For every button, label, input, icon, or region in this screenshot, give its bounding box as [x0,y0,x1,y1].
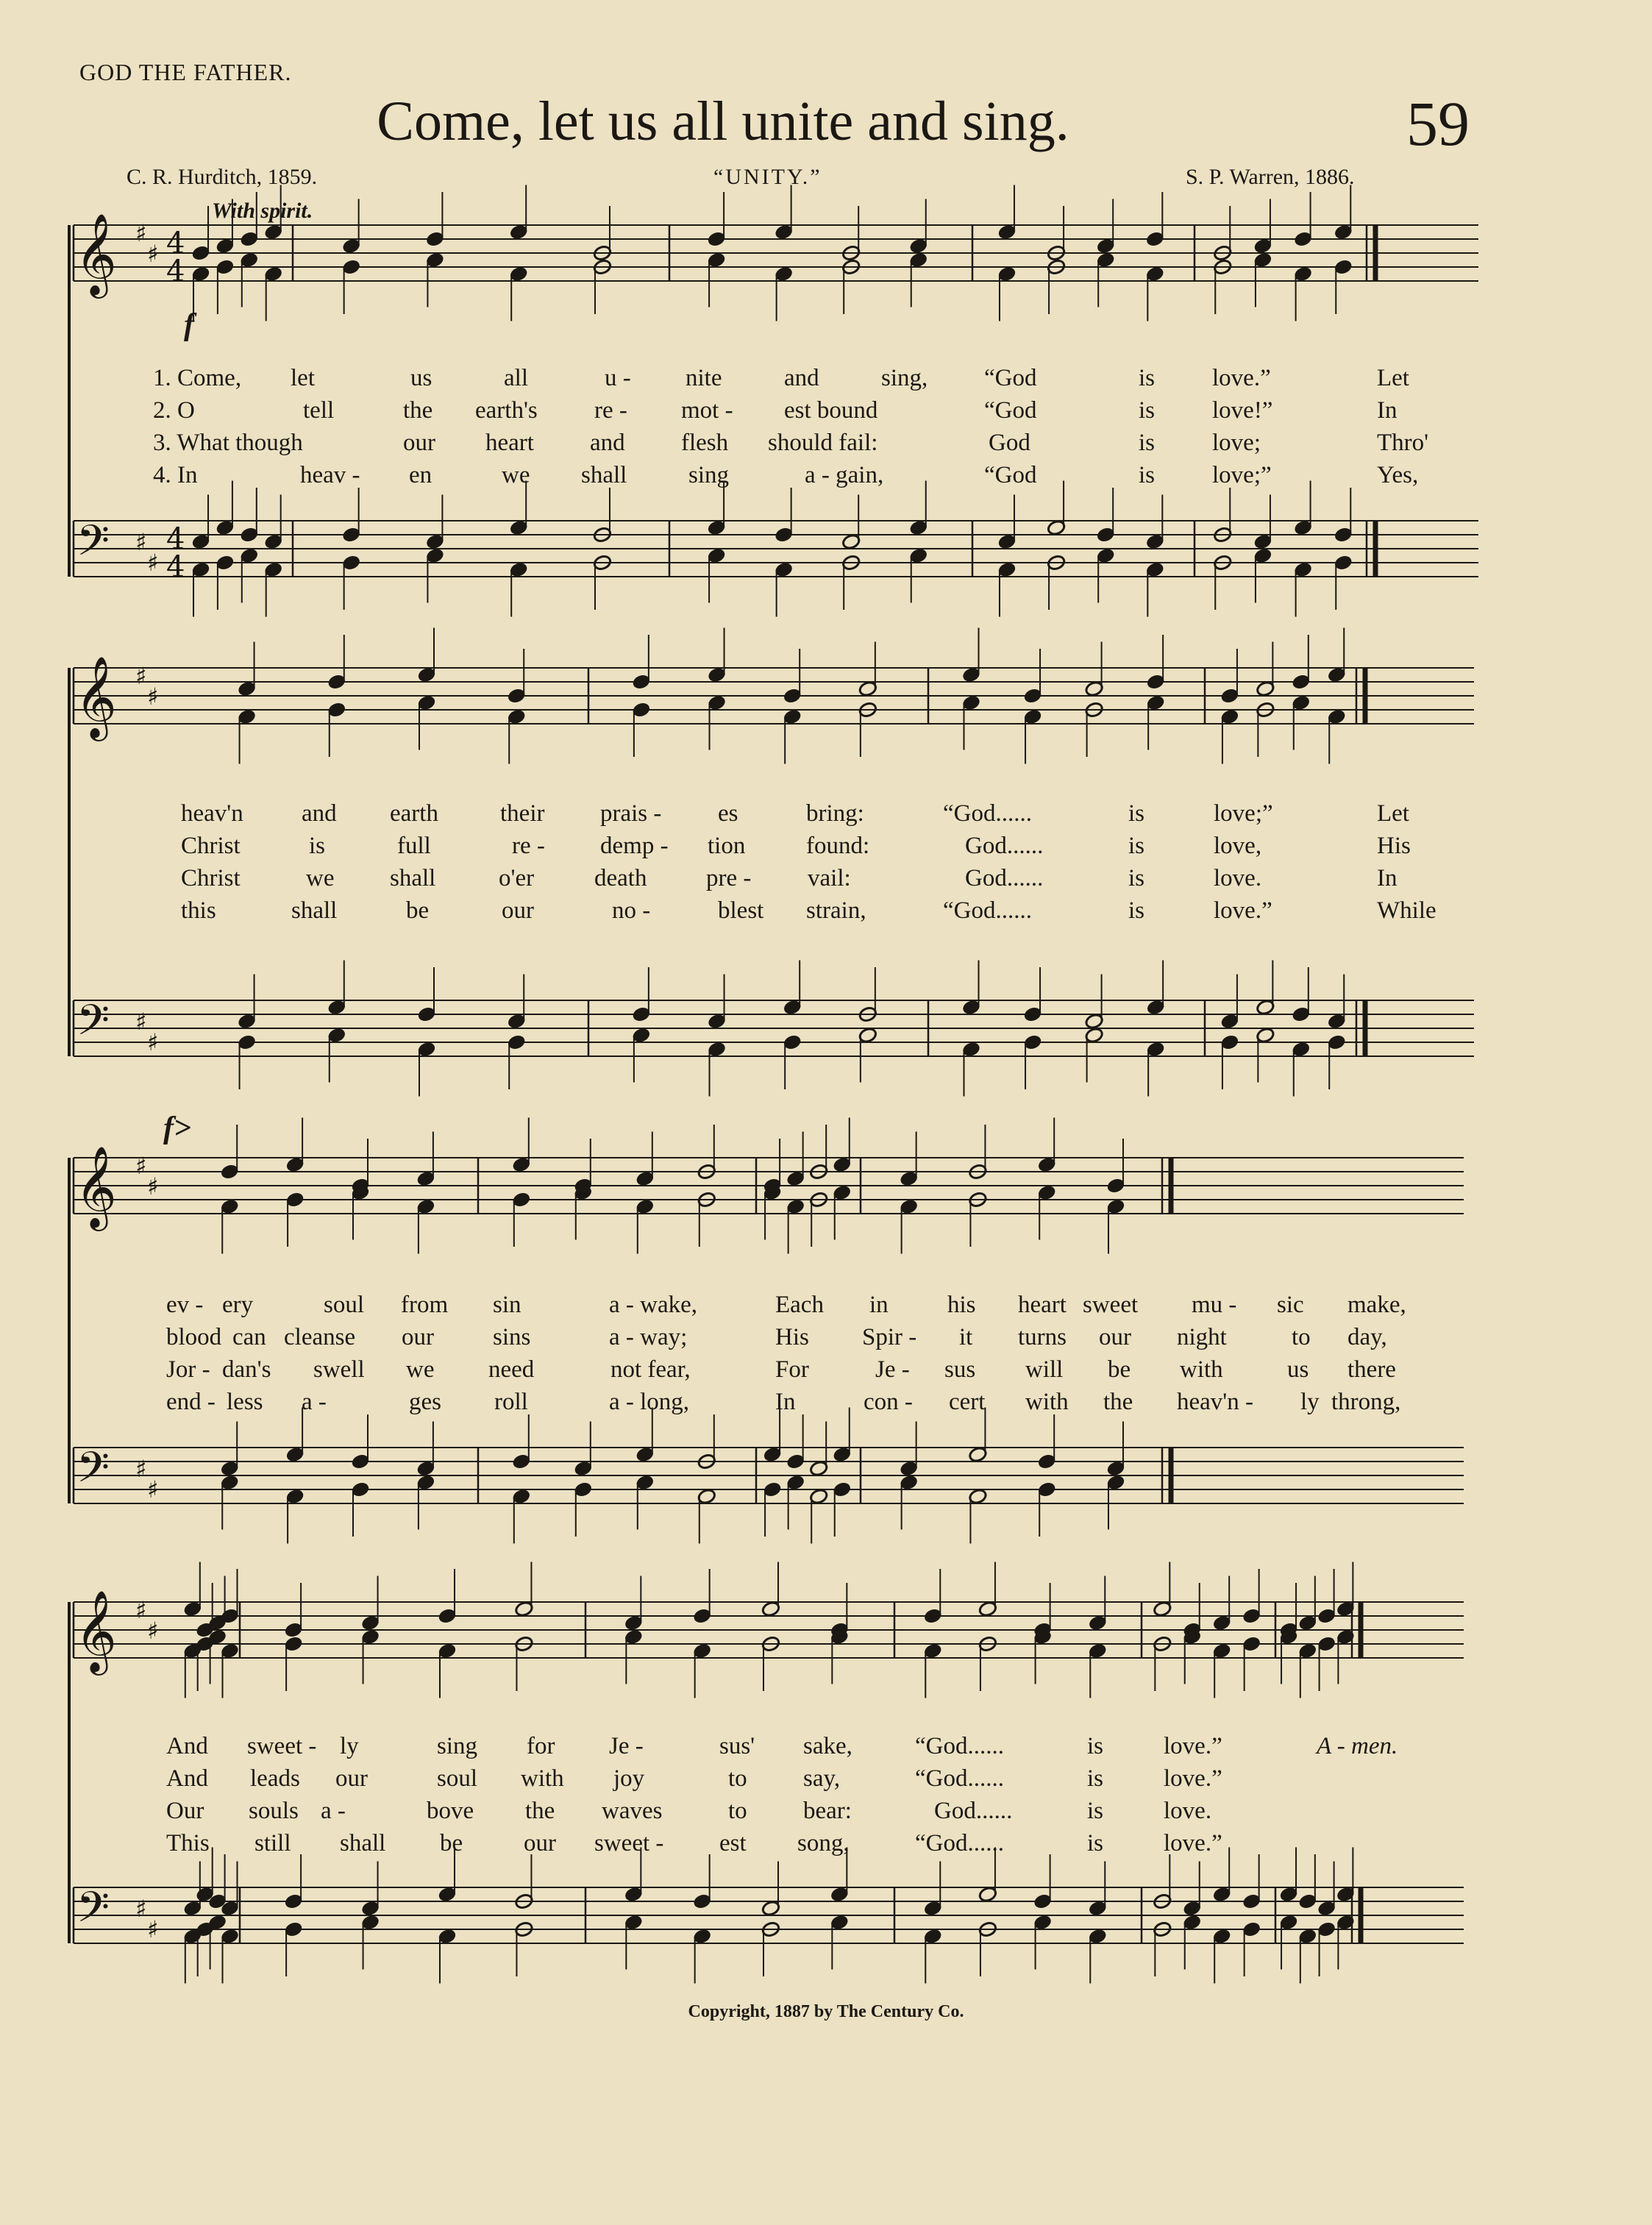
syllable: While [1377,897,1436,924]
syllable: “God...... [915,1733,1004,1759]
syllable: est bound [784,397,878,424]
syllable: ges [409,1389,441,1415]
syllable: soul [437,1765,478,1792]
syllable: mot - [681,397,733,424]
syllable: cert [949,1389,986,1415]
syllable: His [1377,833,1411,859]
syllable: Let [1377,800,1409,827]
syllable: God [989,430,1030,456]
syllable: tion [708,833,746,859]
syllable: re - [512,833,545,859]
syllable: ery [222,1292,254,1318]
syllable: is [1139,397,1156,424]
syllable: is [1139,430,1156,456]
composer-credit: S. P. Warren, 1886. [1186,165,1355,189]
syllable: the [525,1798,555,1824]
key-signature-sharp: ♯ [135,219,147,247]
syllable: Yes, [1377,462,1419,488]
syllable: 4. In [153,462,198,488]
key-signature-sharp: ♯ [135,1596,147,1624]
syllable: be [1108,1356,1131,1383]
verse-line [0,430,1652,462]
syllable: throng, [1331,1389,1401,1415]
key-signature-sharp: ♯ [147,240,159,268]
syllable: let [291,365,315,391]
syllable: Christ [181,833,241,859]
syllable: this [181,897,216,924]
syllable: not fear, [610,1356,691,1383]
syllable: heart [485,430,534,456]
hymn-title: Come, let us all unite and sing. [377,90,1069,152]
syllable: For [775,1356,809,1383]
syllable: 2. O [153,397,195,424]
syllable: is [1087,1765,1104,1792]
syllable: “God...... [943,800,1032,827]
syllable: Our [166,1798,204,1824]
syllable: 3. What though [153,430,303,456]
syllable: will [1025,1356,1064,1383]
syllable: joy [613,1765,645,1792]
syllable: sin [493,1292,521,1318]
syllable: we [502,462,530,488]
syllable: souls [249,1798,299,1824]
syllable: a - way; [609,1324,688,1350]
verse-line [0,1389,1652,1421]
syllable: leads [250,1765,300,1792]
syllable: love, [1214,833,1262,859]
syllable: Thro' [1377,430,1429,456]
syllable: sake, [803,1733,852,1759]
syllable: shall [291,897,338,924]
verse-line [0,1830,1652,1862]
key-signature-sharp: ♯ [147,1915,159,1943]
syllable: blest [718,897,764,924]
syllable: is [1139,365,1156,391]
syllable: is [1087,1830,1104,1856]
syllable: can [232,1324,266,1350]
verse-line [0,365,1652,397]
syllable: earth's [475,397,538,424]
syllable: est [719,1830,747,1856]
syllable: our [335,1765,368,1792]
syllable: is [309,833,326,859]
syllable: in [869,1292,889,1318]
dynamic-forte-3: f> [163,1111,191,1145]
syllable: a - gain, [805,462,884,488]
syllable: mu - [1192,1292,1237,1318]
key-signature-sharp: ♯ [135,1455,147,1483]
tempo-marking: With spirit. [212,199,313,223]
syllable: nite [686,365,722,391]
syllable: need [488,1356,535,1383]
dynamic-forte-1: f [184,308,194,342]
syllable: ly [340,1733,359,1759]
time-signature: 4 [166,254,185,288]
syllable: with [1025,1389,1069,1415]
syllable: “God [984,397,1037,424]
syllable: full [397,833,431,859]
bass-clef: 𝄢 [76,516,110,576]
bass-clef: 𝄢 [76,995,110,1055]
syllable: heav'n - [1177,1389,1253,1415]
syllable: should fail: [768,430,878,456]
syllable: we [306,865,335,891]
verse-line [0,897,1652,930]
syllable: love.” [1164,1765,1222,1792]
syllable: God...... [965,833,1044,859]
syllable: Je - [609,1733,644,1759]
syllable: and [784,365,819,391]
syllable: Jor - [166,1356,210,1383]
syllable: love;” [1214,800,1273,827]
treble-clef: 𝄞 [75,1589,117,1672]
syllable: still [254,1830,291,1856]
syllable: roll [494,1389,528,1415]
verse-line [0,865,1652,897]
syllable: for [527,1733,555,1759]
key-signature-sharp: ♯ [147,683,159,711]
syllable: love!” [1212,397,1273,424]
syllable: prais - [600,800,662,827]
syllable: less [227,1389,263,1415]
syllable: love.” [1214,897,1272,924]
syllable: love; [1212,430,1261,456]
syllable: night [1177,1324,1227,1350]
syllable: a - long, [609,1389,690,1415]
syllable: heav - [300,462,360,488]
syllable: “God...... [943,897,1032,924]
key-signature-sharp: ♯ [147,1617,159,1645]
syllable: Christ [181,865,241,891]
key-signature-sharp: ♯ [147,1028,159,1056]
syllable: our [524,1830,556,1856]
syllable: “God...... [915,1830,1004,1856]
syllable: sus [944,1356,976,1383]
key-signature-sharp: ♯ [135,528,147,556]
bass-clef: 𝄢 [76,1882,110,1943]
syllable: all [504,365,528,391]
hymn-number: 59 [1406,88,1470,159]
syllable: us [410,365,432,391]
section-heading: GOD THE FATHER. [79,59,292,85]
key-signature-sharp: ♯ [135,1895,147,1923]
verse-line [0,1733,1652,1765]
syllable: is [1087,1733,1104,1759]
verse-line [0,800,1652,833]
syllable: shall [340,1830,386,1856]
syllable: from [401,1292,449,1318]
syllable: sic [1277,1292,1304,1318]
syllable: heav'n [181,800,243,827]
syllable: u - [605,365,631,391]
syllable: “God...... [915,1765,1004,1792]
syllable: In [1377,397,1398,424]
syllable: it [959,1324,973,1350]
syllable: And [166,1765,208,1792]
syllable: earth [390,800,438,827]
syllable: God...... [934,1798,1013,1824]
syllable: pre - [706,865,752,891]
verse-line [0,397,1652,430]
syllable: be [440,1830,463,1856]
syllable: God...... [965,865,1044,891]
syllable: a - [302,1389,327,1415]
syllable: no - [612,897,651,924]
syllable: sus' [719,1733,755,1759]
syllable: In [775,1389,796,1415]
syllable: make, [1347,1292,1406,1318]
syllable: In [1377,865,1398,891]
syllable: sing, [881,365,928,391]
verse-line [0,1324,1652,1356]
syllable: a - wake, [609,1292,698,1318]
syllable: sweet - [247,1733,317,1759]
syllable: waves [602,1798,663,1824]
syllable: death [594,865,647,891]
syllable: our [502,897,534,924]
syllable: “God [984,365,1037,391]
syllable: sweet - [594,1830,664,1856]
copyright-notice: Copyright, 1887 by The Century Co. [688,2002,964,2021]
key-signature-sharp: ♯ [147,1475,159,1503]
syllable: blood [166,1324,222,1350]
syllable: 1. Come, [153,365,242,391]
syllable: o'er [499,865,535,891]
syllable: love. [1164,1798,1212,1824]
syllable: day, [1347,1324,1387,1350]
treble-clef: 𝄞 [75,1145,117,1228]
syllable: ly [1300,1389,1320,1415]
syllable: love;” [1212,462,1272,488]
syllable: our [1099,1324,1131,1350]
syllable: a - [321,1798,346,1824]
syllable: es [718,800,738,827]
syllable: swell [313,1356,365,1383]
syllable: found: [806,833,870,859]
verse-line [0,1765,1652,1798]
syllable: ev - [166,1292,204,1318]
syllable: Spir - [862,1324,917,1350]
syllable: sing [437,1733,478,1759]
syllable: sins [493,1324,531,1350]
syllable: there [1347,1356,1396,1383]
syllable: is [1128,800,1145,827]
verse-line [0,833,1652,865]
syllable: song, [797,1830,850,1856]
syllable: with [1180,1356,1223,1383]
syllable: strain, [806,897,866,924]
syllable: is [1139,462,1156,488]
syllable: A - men. [1317,1733,1398,1759]
syllable: “God [984,462,1037,488]
syllable: And [166,1733,208,1759]
key-signature-sharp: ♯ [147,549,159,577]
syllable: us [1287,1356,1309,1383]
syllable: shall [581,462,627,488]
syllable: is [1128,865,1145,891]
syllable: love.” [1164,1830,1222,1856]
key-signature-sharp: ♯ [135,1008,147,1036]
syllable: is [1128,897,1145,924]
syllable: their [500,800,545,827]
syllable: cleanse [284,1324,356,1350]
syllable: con - [864,1389,913,1415]
syllable: end - [166,1389,216,1415]
treble-clef: 𝄞 [75,655,117,738]
syllable: his [947,1292,976,1318]
syllable: bear: [803,1798,852,1824]
syllable: Let [1377,365,1409,391]
syllable: love.” [1212,365,1271,391]
syllable: love. [1214,865,1262,891]
syllable: to [728,1798,747,1824]
tune-name: “UNITY.” [713,165,822,189]
syllable: flesh [681,430,729,456]
syllable: love.” [1164,1733,1222,1759]
bass-clef: 𝄢 [76,1442,110,1503]
syllable: His [775,1324,809,1350]
syllable: vail: [808,865,851,891]
syllable: heart [1018,1292,1067,1318]
verse-line [0,1798,1652,1830]
syllable: to [728,1765,747,1792]
time-signature: 4 [166,522,185,556]
syllable: be [406,897,430,924]
syllable: the [1103,1389,1133,1415]
syllable: and [302,800,337,827]
syllable: with [521,1765,564,1792]
syllable: dan's [222,1356,271,1383]
syllable: our [402,1324,434,1350]
syllable: sing [688,462,730,488]
syllable: re - [594,397,627,424]
syllable: tell [303,397,335,424]
syllable: shall [390,865,436,891]
syllable: is [1128,833,1145,859]
time-signature: 4 [166,550,185,584]
verse-line [0,1292,1652,1324]
syllable: bring: [806,800,864,827]
syllable: our [403,430,435,456]
time-signature: 4 [166,227,185,260]
author-credit: C. R. Hurditch, 1859. [127,165,318,189]
syllable: we [406,1356,435,1383]
syllable: turns [1018,1324,1067,1350]
syllable: the [403,397,433,424]
syllable: This [166,1830,210,1856]
verse-line [0,462,1652,494]
syllable: say, [803,1765,841,1792]
syllable: sweet [1083,1292,1139,1318]
key-signature-sharp: ♯ [147,1172,159,1200]
syllable: en [409,462,432,488]
key-signature-sharp: ♯ [135,1152,147,1180]
syllable: Je - [875,1356,910,1383]
syllable: soul [324,1292,365,1318]
verse-line [0,1356,1652,1389]
treble-clef: 𝄞 [75,213,117,295]
syllable: bove [427,1798,474,1824]
syllable: to [1292,1324,1311,1350]
syllable: and [590,430,625,456]
syllable: demp - [600,833,669,859]
syllable: is [1087,1798,1104,1824]
syllable: Each [775,1292,824,1318]
key-signature-sharp: ♯ [135,662,147,690]
